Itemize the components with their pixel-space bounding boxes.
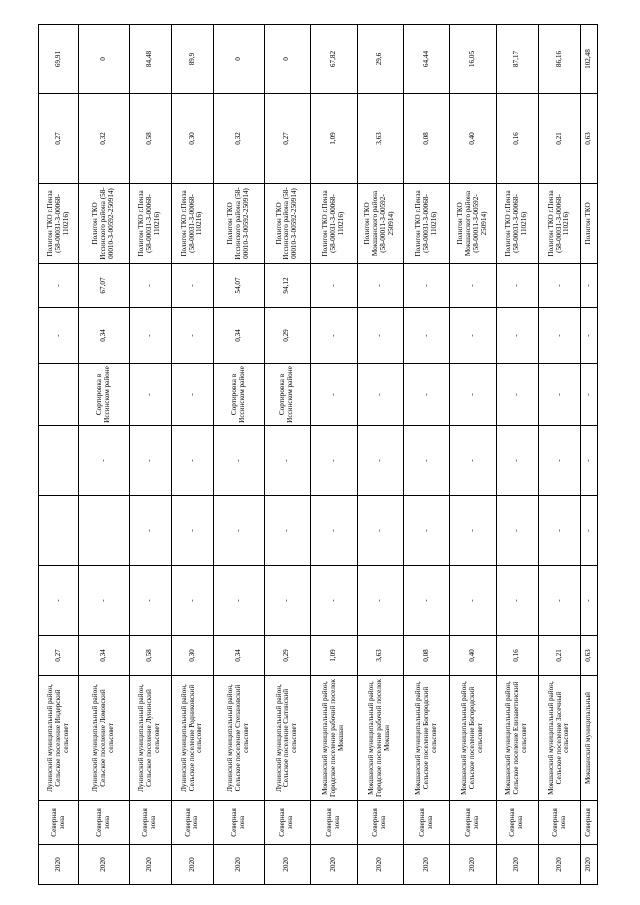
col5-cell: -: [496, 566, 538, 636]
rotated-table-container: [38, 25, 598, 885]
document-page: [38, 25, 598, 885]
col6-cell: -: [171, 496, 213, 566]
waste-mass-cell: 0,08: [403, 636, 449, 676]
col7-cell: -: [581, 426, 598, 496]
col5-cell: -: [450, 566, 496, 636]
col6-cell: -: [357, 496, 403, 566]
landfill-cell: Полигон ТКО г.Пенза (58-00031-З-00068-110216): [39, 184, 79, 264]
sorted-mass-cell: -: [311, 308, 357, 364]
disposed-mass-cell: 0,16: [496, 94, 538, 184]
col6-cell: -: [581, 496, 598, 566]
distance-cell: -: [581, 264, 598, 308]
col7-cell: [39, 426, 79, 496]
table-row: [129, 25, 171, 885]
zone-cell: Северная зона: [171, 801, 213, 845]
year-cell: 2020: [39, 845, 79, 885]
municipality-cell: Мокшанский муниципальный район, Сельское поселение Елизаветинский сельсовет: [496, 676, 538, 801]
disposed-mass-cell: 0,21: [538, 94, 580, 184]
zone-cell: Северная зона: [264, 801, 310, 845]
waste-mass-cell: 0,34: [79, 636, 130, 676]
landfill-cell: Полигон ТКО Иссинского района (58-00010-З-00592-250914): [264, 184, 310, 264]
distance-to-landfill-cell: 86,16: [538, 25, 580, 94]
sorting-facility-cell: -: [450, 364, 496, 426]
year-cell: 2020: [311, 845, 357, 885]
col7-cell: -: [264, 426, 310, 496]
year-cell: 2020: [496, 845, 538, 885]
waste-mass-cell: 3,63: [357, 636, 403, 676]
sorting-facility-cell: -: [129, 364, 171, 426]
col5-cell: -: [79, 566, 130, 636]
distance-to-landfill-cell: 16,05: [450, 25, 496, 94]
landfill-cell: Полигон ТКО Иссинского района (58-00010-З-00592-250914): [79, 184, 130, 264]
disposed-mass-cell: 0,32: [214, 94, 265, 184]
distance-cell: 54,07: [214, 264, 265, 308]
distance-to-landfill-cell: 69,91: [39, 25, 79, 94]
zone-cell: Северная зона: [129, 801, 171, 845]
landfill-cell: Полигон ТКО Мокшанского района (58-00011-З-00592-250914): [450, 184, 496, 264]
disposed-mass-cell: 1,09: [311, 94, 357, 184]
table-row: [214, 25, 265, 885]
col5-cell: -: [403, 566, 449, 636]
table-row: [79, 25, 130, 885]
col6-cell: -: [214, 496, 265, 566]
distance-cell: 94,12: [264, 264, 310, 308]
disposed-mass-cell: 0,40: [450, 94, 496, 184]
zone-cell: Северная зона: [39, 801, 79, 845]
col5-cell: -: [129, 566, 171, 636]
municipality-cell: Лунинский муниципальный район, Сельское поселение Лунинский сельсовет: [129, 676, 171, 801]
waste-mass-cell: 0,30: [171, 636, 213, 676]
table-row: [496, 25, 538, 885]
zone-cell: Северная зона: [311, 801, 357, 845]
distance-to-landfill-cell: 29,6: [357, 25, 403, 94]
landfill-cell: Полигон ТКО г.Пенза (58-00031-З-00068-110216): [496, 184, 538, 264]
landfill-cell: Полигон ТКО Мокшанского района (58-00011-З-00592-250914): [357, 184, 403, 264]
waste-mass-cell: 0,29: [264, 636, 310, 676]
waste-mass-cell: 0,63: [581, 636, 598, 676]
year-cell: 2020: [403, 845, 449, 885]
col5-cell: -: [264, 566, 310, 636]
zone-cell: Северная зона: [450, 801, 496, 845]
col7-cell: -: [171, 426, 213, 496]
col6-cell: [39, 496, 79, 566]
distance-to-landfill-cell: 0: [264, 25, 310, 94]
landfill-cell: Полигон ТКО г.Пенза (58-00031-З-00068-110216): [538, 184, 580, 264]
municipality-cell: Мокшанский муниципальный район, Городское поселение рабочий поселок Мокшан: [311, 676, 357, 801]
sorting-facility-cell: -: [171, 364, 213, 426]
col7-cell: -: [214, 426, 265, 496]
distance-to-landfill-cell: 87,17: [496, 25, 538, 94]
municipality-cell: Лунинский муниципальный район, Сельское поселение Родниковский сельсовет: [171, 676, 213, 801]
zone-cell: Северная зона: [79, 801, 130, 845]
disposed-mass-cell: 0,30: [171, 94, 213, 184]
waste-mass-cell: 0,21: [538, 636, 580, 676]
municipality-cell: Мокшанский муниципальный: [581, 676, 598, 801]
sorting-facility-cell: -: [403, 364, 449, 426]
table-row: [403, 25, 449, 885]
distance-to-landfill-cell: 0: [214, 25, 265, 94]
col5-cell: -: [171, 566, 213, 636]
sorting-facility-cell: Сортировка в Иссинском районе: [79, 364, 130, 426]
col6-cell: -: [311, 496, 357, 566]
year-cell: 2020: [450, 845, 496, 885]
zone-cell: Северная: [581, 801, 598, 845]
col7-cell: -: [403, 426, 449, 496]
sorting-facility-cell: -: [538, 364, 580, 426]
table-row: [311, 25, 357, 885]
sorting-facility-cell: Сортировка в Иссинском районе: [214, 364, 265, 426]
landfill-cell: Полигон ТКО г.Пенза (58-00031-З-00068-110216): [311, 184, 357, 264]
waste-flow-table: [38, 24, 598, 885]
distance-cell: 67,07: [79, 264, 130, 308]
disposed-mass-cell: 0,27: [39, 94, 79, 184]
distance-cell: -: [357, 264, 403, 308]
sorted-mass-cell: -: [581, 308, 598, 364]
col7-cell: -: [129, 426, 171, 496]
landfill-cell: Полигон ТКО Иссинского района (58-00010-З-00592-250914): [214, 184, 265, 264]
table-row: [39, 25, 79, 885]
distance-cell: -: [311, 264, 357, 308]
municipality-cell: Лунинский муниципальный район, Сельское поселение Сытинский сельсовет: [264, 676, 310, 801]
year-cell: 2020: [171, 845, 213, 885]
col7-cell: -: [450, 426, 496, 496]
sorting-facility-cell: -: [496, 364, 538, 426]
zone-cell: Северная зона: [214, 801, 265, 845]
distance-to-landfill-cell: 89,9: [171, 25, 213, 94]
municipality-cell: Лунинский муниципальный район, Сельское поселение Степановский сельсовет: [214, 676, 265, 801]
sorted-mass-cell: -: [538, 308, 580, 364]
col5-cell: -: [214, 566, 265, 636]
col5-cell: -: [311, 566, 357, 636]
col5-cell: -: [39, 566, 79, 636]
distance-cell: -: [403, 264, 449, 308]
col7-cell: -: [496, 426, 538, 496]
year-cell: 2020: [264, 845, 310, 885]
year-cell: 2020: [79, 845, 130, 885]
col6-cell: -: [403, 496, 449, 566]
col6-cell: -: [496, 496, 538, 566]
sorted-mass-cell: -: [496, 308, 538, 364]
col5-cell: -: [581, 566, 598, 636]
municipality-cell: Лунинский муниципальный район, Сельское поселение Индерский сельсовет: [39, 676, 79, 801]
municipality-cell: Мокшанский муниципальный район, Сельское поселение Засечный сельсовет: [538, 676, 580, 801]
sorted-mass-cell: -: [39, 308, 79, 364]
col7-cell: -: [538, 426, 580, 496]
disposed-mass-cell: 3,63: [357, 94, 403, 184]
zone-cell: Северная зона: [538, 801, 580, 845]
distance-to-landfill-cell: 84,48: [129, 25, 171, 94]
col6-cell: -: [129, 496, 171, 566]
col6-cell: [79, 496, 130, 566]
municipality-cell: Мокшанский муниципальный район, Сельское поселение Богородский сельсовет: [450, 676, 496, 801]
table-row: [538, 25, 580, 885]
landfill-cell: Полигон ТКО: [581, 184, 598, 264]
table-row: [264, 25, 310, 885]
sorted-mass-cell: -: [450, 308, 496, 364]
municipality-cell: Мокшанский муниципальный район, Сельское поселение Богородский сельсовет: [403, 676, 449, 801]
distance-cell: -: [538, 264, 580, 308]
sorted-mass-cell: -: [403, 308, 449, 364]
sorting-facility-cell: Сортировка в Иссинском районе: [264, 364, 310, 426]
sorted-mass-cell: -: [357, 308, 403, 364]
table-row: [581, 25, 598, 885]
col6-cell: -: [538, 496, 580, 566]
sorting-facility-cell: -: [357, 364, 403, 426]
municipality-cell: Мокшанский муниципальный район, Городское поселение рабочий поселок Мокшан: [357, 676, 403, 801]
sorting-facility-cell: [39, 364, 79, 426]
landfill-cell: Полигон ТКО г.Пенза (58-00031-З-00068-110216): [129, 184, 171, 264]
col5-cell: -: [538, 566, 580, 636]
waste-mass-cell: 1,09: [311, 636, 357, 676]
sorted-mass-cell: 0,34: [214, 308, 265, 364]
sorting-facility-cell: -: [581, 364, 598, 426]
distance-cell: -: [450, 264, 496, 308]
col7-cell: -: [79, 426, 130, 496]
waste-mass-cell: 0,27: [39, 636, 79, 676]
disposed-mass-cell: 0,58: [129, 94, 171, 184]
sorted-mass-cell: 0,29: [264, 308, 310, 364]
year-cell: 2020: [214, 845, 265, 885]
col6-cell: -: [264, 496, 310, 566]
distance-cell: -: [129, 264, 171, 308]
table-row: [357, 25, 403, 885]
year-cell: 2020: [538, 845, 580, 885]
waste-mass-cell: 0,40: [450, 636, 496, 676]
zone-cell: Северная зона: [357, 801, 403, 845]
distance-cell: -: [39, 264, 79, 308]
year-cell: 2020: [129, 845, 171, 885]
sorted-mass-cell: -: [171, 308, 213, 364]
sorted-mass-cell: 0,34: [79, 308, 130, 364]
distance-cell: -: [171, 264, 213, 308]
waste-mass-cell: 0,58: [129, 636, 171, 676]
distance-to-landfill-cell: 102,48: [581, 25, 598, 94]
col7-cell: -: [311, 426, 357, 496]
disposed-mass-cell: 0,63: [581, 94, 598, 184]
zone-cell: Северная зона: [496, 801, 538, 845]
sorted-mass-cell: -: [129, 308, 171, 364]
col6-cell: -: [450, 496, 496, 566]
municipality-cell: Лунинский муниципальный район, Сельское поселение Ломовский сельсовет: [79, 676, 130, 801]
distance-to-landfill-cell: 0: [79, 25, 130, 94]
table-row: [171, 25, 213, 885]
distance-to-landfill-cell: 67,82: [311, 25, 357, 94]
disposed-mass-cell: 0,32: [79, 94, 130, 184]
zone-cell: Северная зона: [403, 801, 449, 845]
year-cell: 2020: [357, 845, 403, 885]
distance-to-landfill-cell: 64,44: [403, 25, 449, 94]
landfill-cell: Полигон ТКО г.Пенза (58-00031-З-00068-110216): [171, 184, 213, 264]
sorting-facility-cell: -: [311, 364, 357, 426]
disposed-mass-cell: 0,08: [403, 94, 449, 184]
waste-mass-cell: 0,34: [214, 636, 265, 676]
distance-cell: -: [496, 264, 538, 308]
landfill-cell: Полигон ТКО г.Пенза (58-00031-З-00068-110216): [403, 184, 449, 264]
year-cell: 2020: [581, 845, 598, 885]
col5-cell: -: [357, 566, 403, 636]
col7-cell: -: [357, 426, 403, 496]
waste-mass-cell: 0,16: [496, 636, 538, 676]
table-row: [450, 25, 496, 885]
disposed-mass-cell: 0,27: [264, 94, 310, 184]
